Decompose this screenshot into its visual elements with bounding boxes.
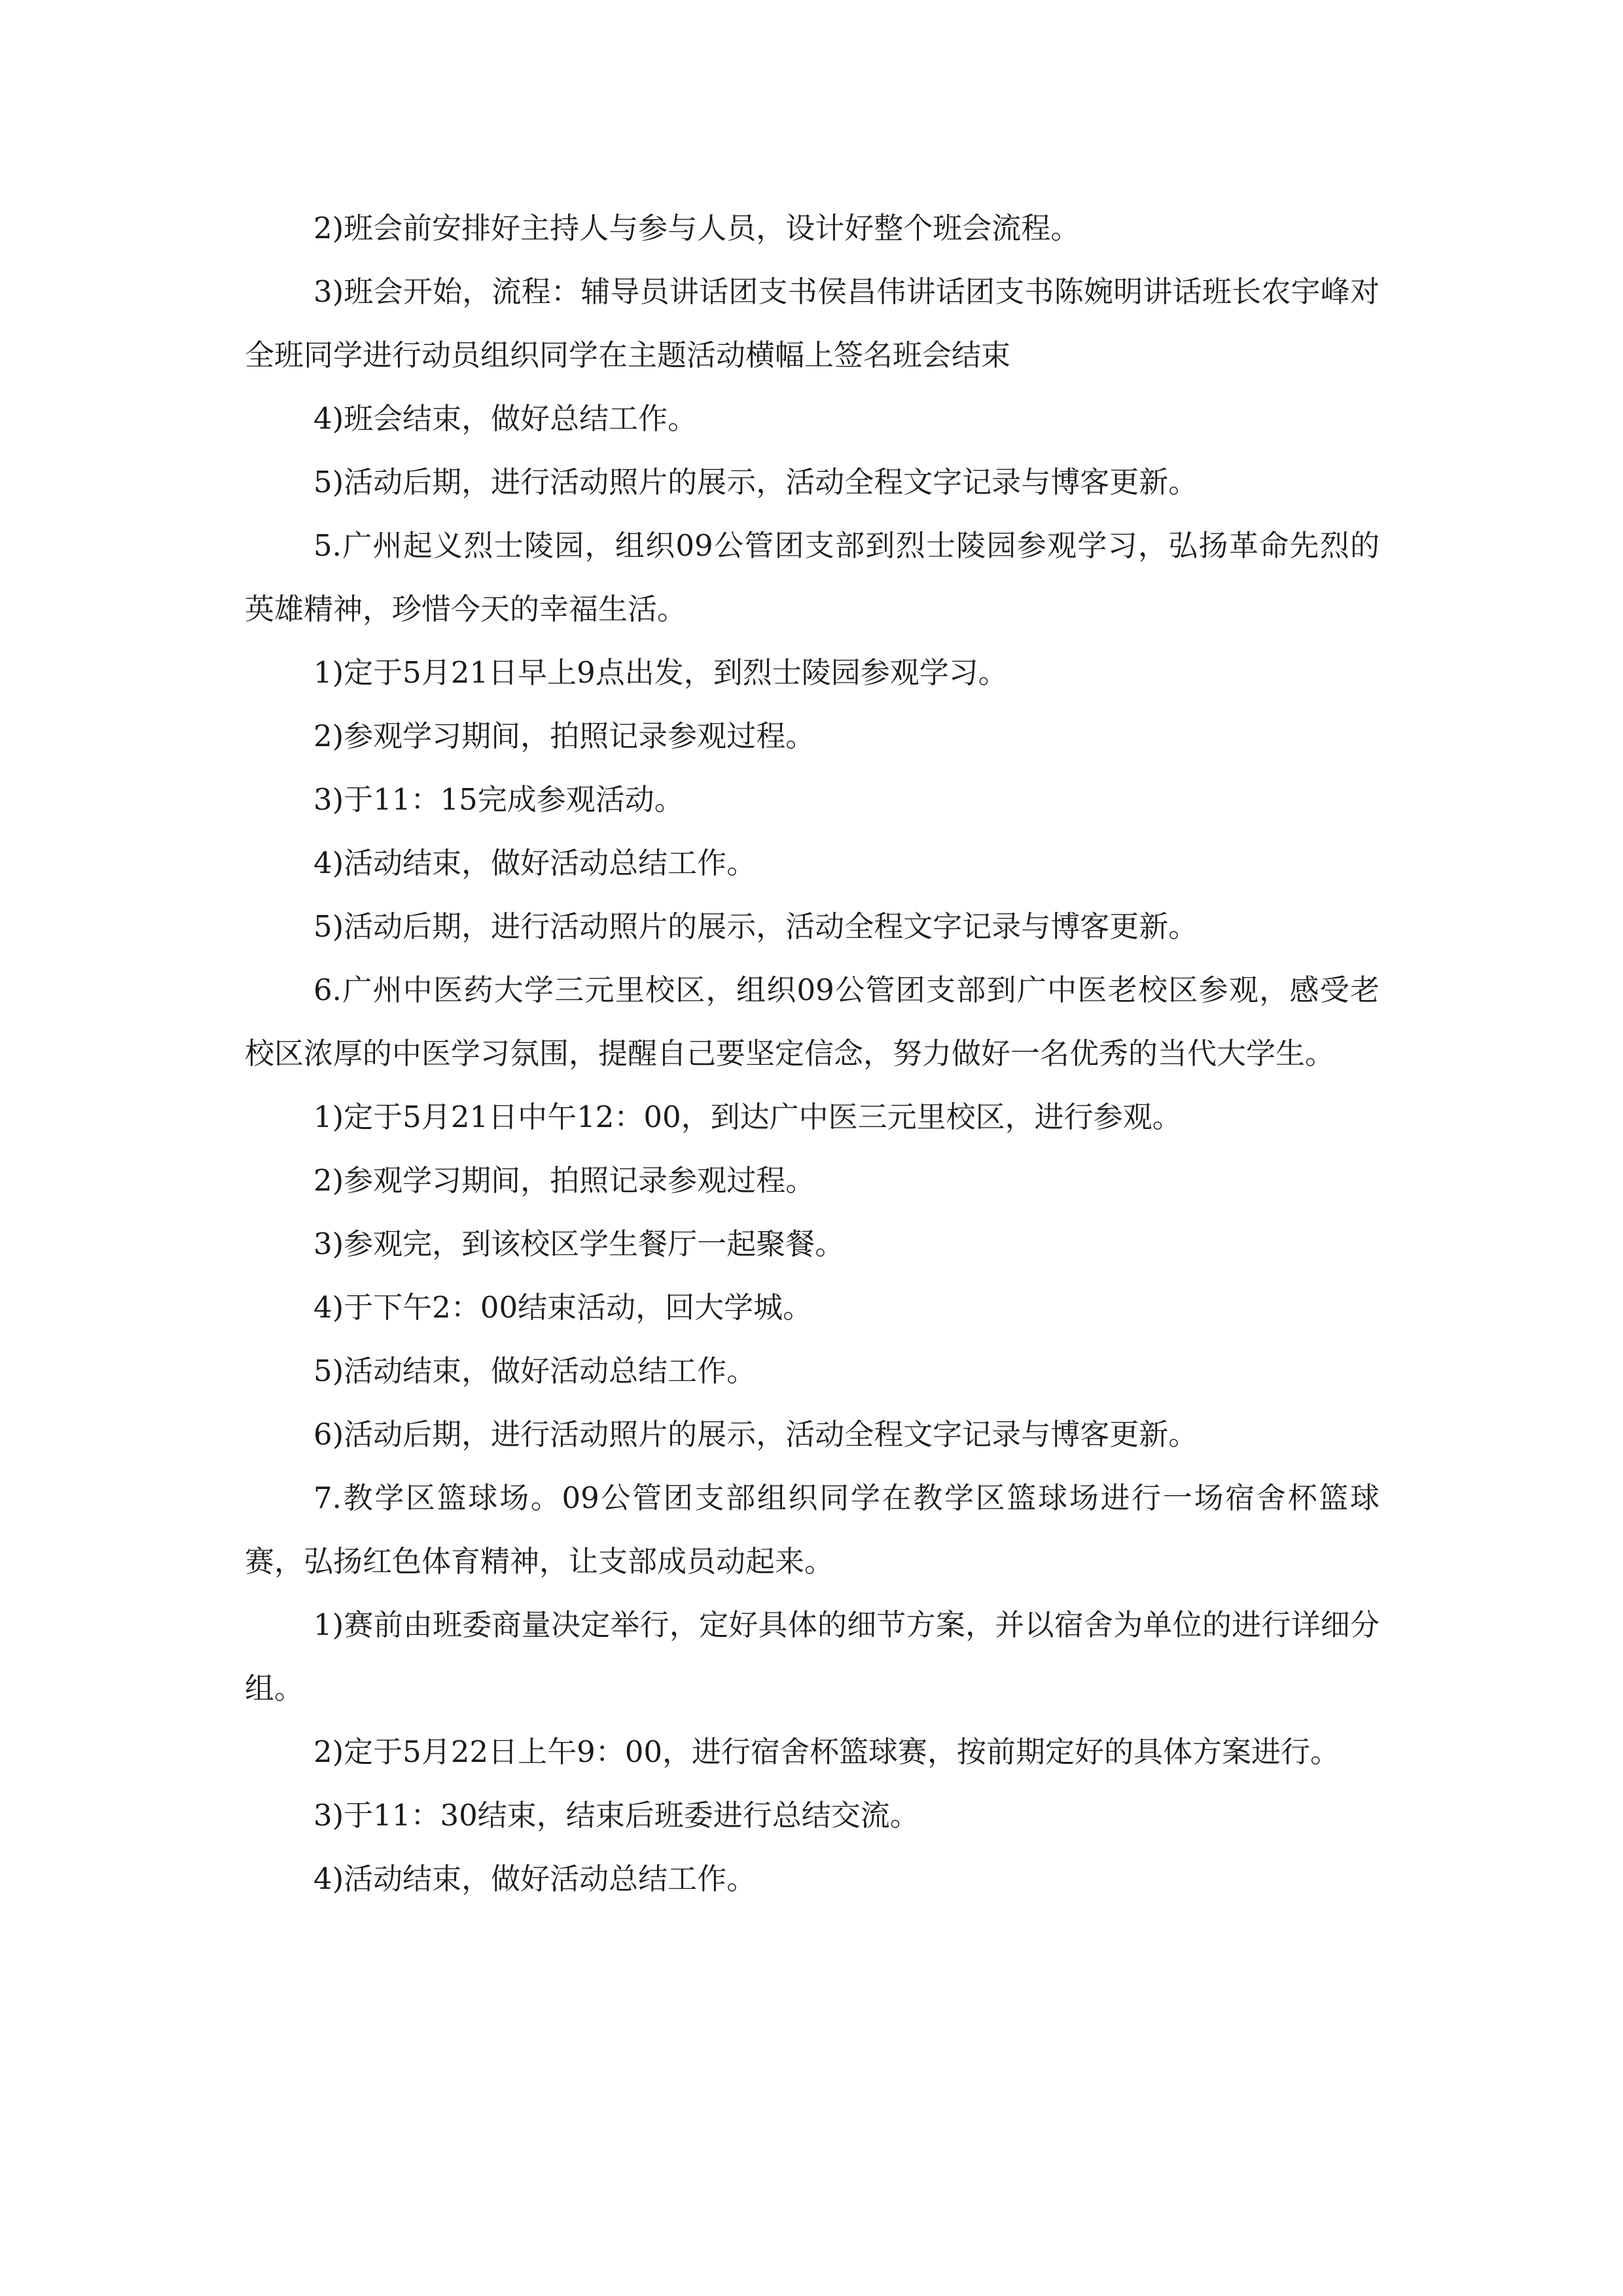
paragraph: 1)赛前由班委商量决定举行，定好具体的细节方案，并以宿舍为单位的进行详细分组。 [245, 1607, 1380, 1706]
paragraph: 3)于11：15完成参观活动。 [313, 782, 684, 817]
paragraph: 7.教学区篮球场。09公管团支部组织同学在教学区篮球场进行一场宿舍杯篮球赛，弘扬红色体育精神，让支部成员动起来。 [245, 1480, 1380, 1579]
paragraph: 1)定于5月21日中午12：00，到达广中医三元里校区，进行参观。 [313, 1100, 1182, 1134]
paragraph: 3)于11：30结束，结束后班委进行总结交流。 [313, 1798, 919, 1833]
paragraph: 2)参观学习期间，拍照记录参观过程。 [313, 719, 815, 753]
paragraph: 5)活动结束，做好活动总结工作。 [313, 1354, 757, 1388]
paragraph: 4)活动结束，做好活动总结工作。 [313, 1861, 757, 1896]
paragraph: 2)班会前安排好主持人与参与人员，设计好整个班会流程。 [313, 211, 1080, 245]
paragraph: 6.广州中医药大学三元里校区，组织09公管团支部到广中医老校区参观，感受老校区浓厚的中医学习氛围，提醒自己要坚定信念，努力做好一名优秀的当代大学生。 [245, 973, 1380, 1071]
paragraph: 5)活动后期，进行活动照片的展示，活动全程文字记录与博客更新。 [313, 909, 1198, 944]
paragraph: 3)参观完，到该校区学生餐厅一起聚餐。 [313, 1227, 845, 1261]
paragraph: 2)参观学习期间，拍照记录参观过程。 [313, 1163, 815, 1198]
paragraph: 2)定于5月22日上午9：00，进行宿舍杯篮球赛，按前期定好的具体方案进行。 [313, 1734, 1340, 1769]
paragraph: 6)活动后期，进行活动照片的展示，活动全程文字记录与博客更新。 [313, 1417, 1198, 1452]
paragraph: 3)班会开始，流程：辅导员讲话团支书侯昌伟讲话团支书陈婉明讲话班长农宇峰对全班同学进行动员组织同学在主题活动横幅上签名班会结束 [245, 274, 1380, 372]
paragraph: 4)活动结束，做好活动总结工作。 [313, 846, 757, 880]
paragraph: 4)班会结束，做好总结工作。 [313, 401, 698, 436]
paragraph: 4)于下午2：00结束活动，回大学城。 [313, 1290, 813, 1325]
document-body [245, 196, 1380, 1910]
paragraph: 5)活动后期，进行活动照片的展示，活动全程文字记录与博客更新。 [313, 465, 1198, 499]
paragraph: 1)定于5月21日早上9点出发，到烈士陵园参观学习。 [313, 655, 1008, 690]
paragraph: 5.广州起义烈士陵园，组织09公管团支部到烈士陵园参观学习，弘扬革命先烈的英雄精神，珍惜今天的幸福生活。 [245, 528, 1380, 626]
